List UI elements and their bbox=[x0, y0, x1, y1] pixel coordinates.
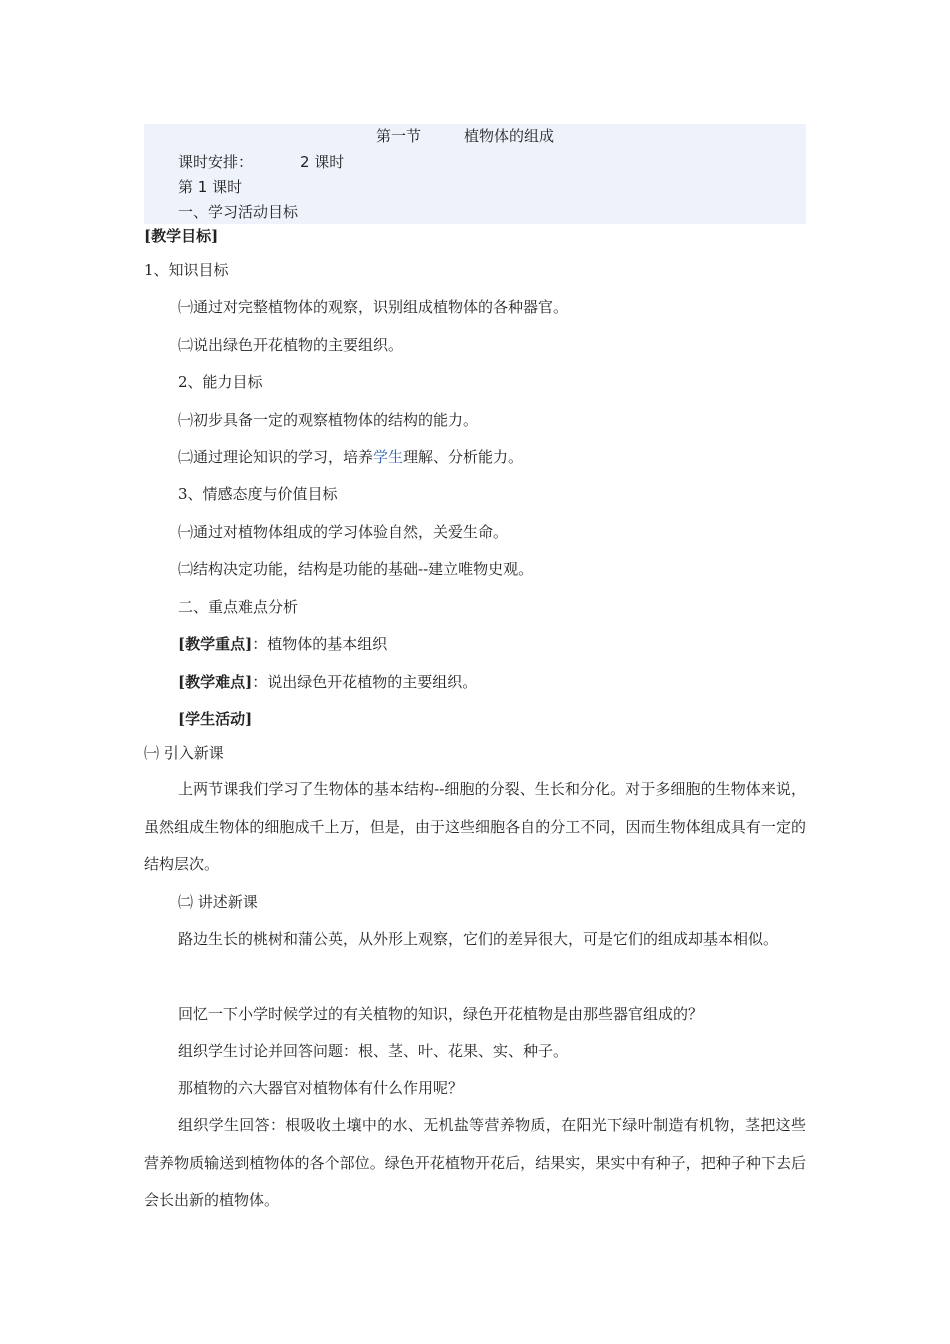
difficult-point bbox=[178, 671, 477, 693]
paragraph-recall: 回忆一下小学时候学过的有关植物的知识，绿色开花植物是由那些器官组成的？ bbox=[178, 1005, 704, 1023]
teaching-goals-heading: [教学目标] bbox=[144, 227, 219, 245]
knowledge-goal-1: ㈠通过对完整植物体的观察，识别组成植物体的各种器官。 bbox=[178, 298, 569, 316]
part-one-heading: 一、学习活动目标 bbox=[178, 203, 299, 221]
ability-goal-2 bbox=[178, 446, 523, 468]
ability-goal-1: ㈠初步具备一定的观察植物体的结构的能力。 bbox=[178, 411, 479, 429]
emotion-goal-1: ㈠通过对植物体组成的学习体验自然，关爱生命。 bbox=[178, 523, 509, 541]
difficult-point-text: ：说出绿色开花植物的主要组织。 bbox=[252, 673, 478, 691]
explain-heading: ㈡ 讲述新课 bbox=[178, 893, 258, 911]
difficult-point-label: [教学难点] bbox=[178, 673, 253, 691]
key-point-text: ：植物体的基本组织 bbox=[252, 635, 388, 653]
paragraph-question: 那植物的六大器官对植物体有什么作用呢？ bbox=[178, 1079, 464, 1097]
section-title: 植物体的组成 bbox=[464, 127, 555, 145]
ability-goal-2-post: 理解、分析能力。 bbox=[403, 448, 524, 466]
emotion-goals-heading: 3、情感态度与价值目标 bbox=[178, 485, 338, 503]
key-point-label: [教学重点] bbox=[178, 635, 253, 653]
emotion-goal-2: ㈡结构决定功能，结构是功能的基础--建立唯物史观。 bbox=[178, 560, 534, 578]
student-activity-heading: [学生活动] bbox=[178, 710, 253, 728]
schedule-value: 2 课时 bbox=[300, 153, 345, 171]
ability-goals-heading: 2、能力目标 bbox=[178, 373, 263, 391]
ability-goal-2-pre: ㈡通过理论知识的学习，培养 bbox=[178, 448, 374, 466]
section-label: 第一节 bbox=[376, 127, 422, 145]
key-point bbox=[178, 633, 387, 655]
schedule-label: 课时安排： bbox=[178, 153, 254, 171]
analysis-heading: 二、重点难点分析 bbox=[178, 598, 299, 616]
paragraph-answer: 组织学生回答：根吸收土壤中的水、无机盐等营养物质，在阳光下绿叶制造有机物，茎把这些营养物质输送到植物体的各个部位。绿色开花植物开花后，结果实，果实中有种子，把种子种下去后会长出新的植物体。 bbox=[144, 1116, 806, 1209]
knowledge-goal-2: ㈡说出绿色开花植物的主要组织。 bbox=[178, 336, 404, 354]
intro-paragraph: 上两节课我们学习了生物体的基本结构--细胞的分裂、生长和分化。对于多细胞的生物体来说，虽然组成生物体的细胞成千上万，但是，由于这些细胞各自的分工不同，因而生物体组成具有一定的结构层次。 bbox=[144, 780, 806, 873]
lesson-number: 第 1 课时 bbox=[178, 178, 243, 196]
knowledge-goals-heading: 1、知识目标 bbox=[144, 261, 229, 279]
paragraph-peach-dandelion: 路边生长的桃树和蒲公英，从外形上观察，它们的差异很大，可是它们的组成却基本相似。 bbox=[178, 930, 779, 948]
intro-heading: ㈠ 引入新课 bbox=[144, 744, 224, 762]
students-link[interactable]: 学生 bbox=[373, 448, 404, 466]
paragraph-discussion: 组织学生讨论并回答问题：根、茎、叶、花果、实、种子。 bbox=[178, 1042, 569, 1060]
